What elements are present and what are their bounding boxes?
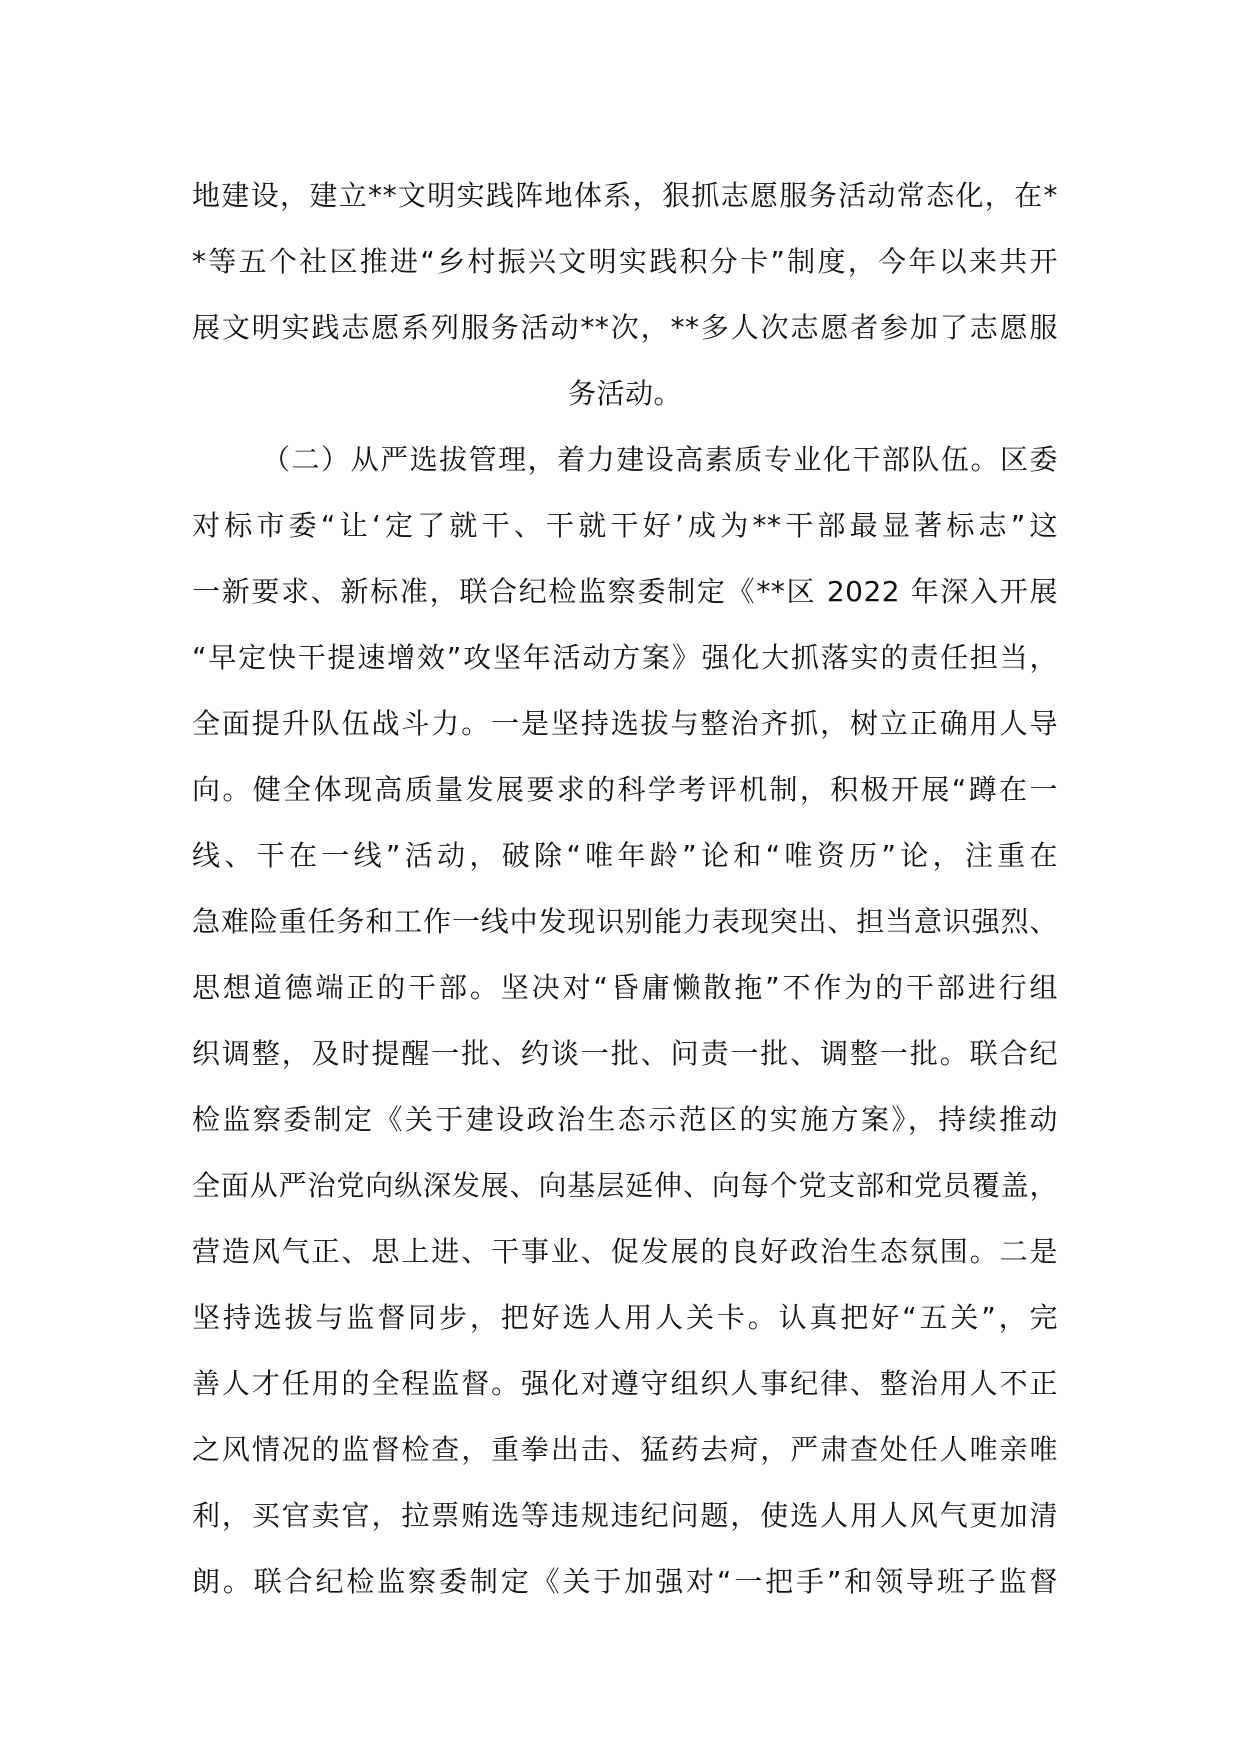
paragraph1-line-2: *等五个社区推进“乡村振兴文明实践积分卡”制度，今年以来共开 [192, 245, 1058, 278]
paragraph2-line-16: 之风情况的监督检查，重拳出击、猛药去疴，严肃查处任人唯亲唯 [192, 1433, 1058, 1466]
paragraph1-line-1: 地建设，建立**文明实践阵地体系，狠抓志愿服务活动常态化，在* [192, 179, 1058, 212]
paragraph2-line-12: 全面从严治党向纵深发展、向基层延伸、向每个党支部和党员覆盖， [192, 1169, 1058, 1202]
paragraph2-line-6: 向。健全体现高质量发展要求的科学考评机制，积极开展“蹲在一 [192, 773, 1058, 806]
paragraph2-line-9: 思想道德端正的干部。坚决对“昏庸懒散拖”不作为的干部进行组 [192, 971, 1058, 1004]
paragraph2-line-7: 线、干在一线”活动，破除“唯年龄”论和“唯资历”论，注重在 [192, 839, 1058, 872]
paragraph1-line-4: 务活动。 [567, 377, 682, 410]
paragraph2-line-13: 营造风气正、思上进、干事业、促发展的良好政治生态氛围。二是 [192, 1235, 1058, 1268]
paragraph2-line-5: 全面提升队伍战斗力。一是坚持选拔与整治齐抓，树立正确用人导 [192, 707, 1058, 740]
paragraph2-line-14: 坚持选拔与监督同步，把好选人用人关卡。认真把好“五关”，完 [192, 1301, 1058, 1334]
paragraph2-line-15: 善人才任用的全程监督。强化对遵守组织人事纪律、整治用人不正 [192, 1367, 1058, 1400]
paragraph2-line-18: 朗。联合纪检监察委制定《关于加强对“一把手”和领导班子监督 [192, 1565, 1058, 1598]
paragraph2-line-8: 急难险重任务和工作一线中发现识别能力表现突出、担当意识强烈、 [192, 905, 1058, 938]
paragraph1-line-3: 展文明实践志愿系列服务活动**次，**多人次志愿者参加了志愿服 [192, 311, 1058, 344]
paragraph2-line-1: （二）从严选拔管理，着力建设高素质专业化干部队伍。区委 [262, 443, 1058, 476]
paragraph2-line-11: 检监察委制定《关于建设政治生态示范区的实施方案》，持续推动 [192, 1103, 1058, 1136]
paragraph2-line-10: 织调整，及时提醒一批、约谈一批、问责一批、调整一批。联合纪 [192, 1037, 1058, 1070]
paragraph2-line-3: 一新要求、新标准，联合纪检监察委制定《**区 2022 年深入开展 [192, 575, 1058, 608]
paragraph2-line-4: “早定快干提速增效”攻坚年活动方案》强化大抓落实的责任担当， [192, 641, 1058, 674]
paragraph2-line-2: 对标市委“让‘定了就干、干就干好’成为**干部最显著标志”这 [192, 509, 1058, 542]
paragraph2-line-17: 利，买官卖官，拉票贿选等违规违纪问题，使选人用人风气更加清 [192, 1499, 1058, 1532]
